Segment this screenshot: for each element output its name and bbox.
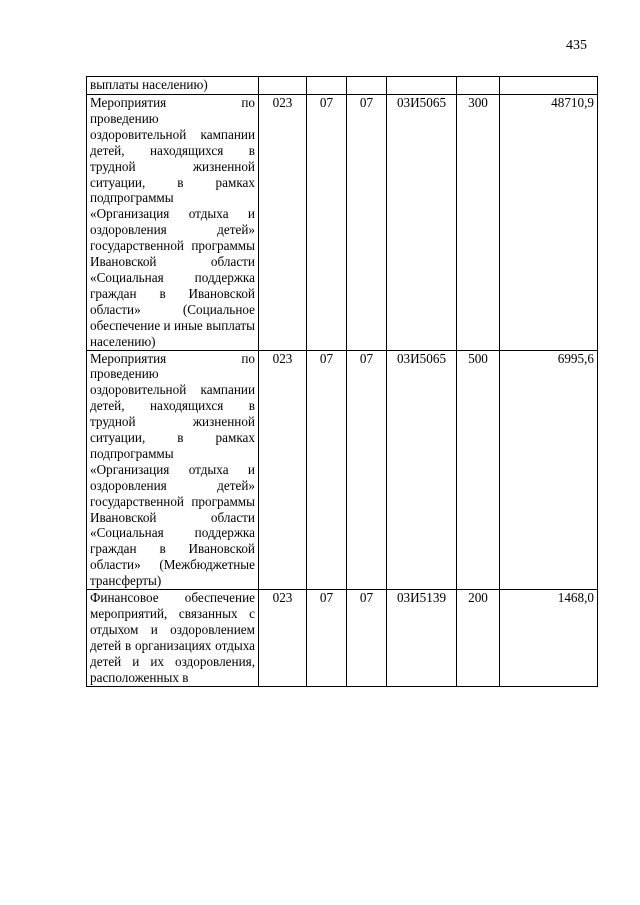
target-article-code: 03И5065 xyxy=(387,350,457,590)
expense-type-code: 200 xyxy=(457,590,500,686)
ministry-code: 023 xyxy=(259,350,307,590)
ministry-code: 023 xyxy=(259,590,307,686)
budget-table xyxy=(86,76,598,687)
target-article-code: 03И5065 xyxy=(387,95,457,351)
table-row xyxy=(87,95,598,351)
table-row xyxy=(87,590,598,686)
expense-type-code xyxy=(457,77,500,95)
ministry-code xyxy=(259,77,307,95)
subsection-code xyxy=(347,77,387,95)
subsection-code: 07 xyxy=(347,350,387,590)
expense-type-code: 300 xyxy=(457,95,500,351)
row-description: Мероприятия по проведению оздоровительной кампании детей, находящихся в трудной жизненной ситуации, в рамках подпрограммы «Организация отдыха и оздоровления детей» государственной программы Ивановской области «Социальная поддержка граждан в Ивановской области» (Межбюджетные трансферты) xyxy=(87,350,259,590)
section-code: 07 xyxy=(307,590,347,686)
section-code: 07 xyxy=(307,350,347,590)
ministry-code: 023 xyxy=(259,95,307,351)
amount: 1468,0 xyxy=(500,590,598,686)
amount: 6995,6 xyxy=(500,350,598,590)
table-row xyxy=(87,77,598,95)
amount xyxy=(500,77,598,95)
target-article-code xyxy=(387,77,457,95)
section-code xyxy=(307,77,347,95)
subsection-code: 07 xyxy=(347,590,387,686)
table-row xyxy=(87,350,598,590)
target-article-code: 03И5139 xyxy=(387,590,457,686)
row-description: Мероприятия по проведению оздоровительной кампании детей, находящихся в трудной жизненной ситуации, в рамках подпрограммы «Организация отдыха и оздоровления детей» государственной программы Ивановской области «Социальная поддержка граждан в Ивановской области» (Социальное обеспечение и иные выплаты населению) xyxy=(87,95,259,351)
page-number: 435 xyxy=(566,38,587,53)
expense-type-code: 500 xyxy=(457,350,500,590)
subsection-code: 07 xyxy=(347,95,387,351)
amount: 48710,9 xyxy=(500,95,598,351)
row-description: Финансовое обеспечение мероприятий, связанных с отдыхом и оздоровлением детей в организациях отдыха детей и их оздоровления, расположенных в xyxy=(87,590,259,686)
section-code: 07 xyxy=(307,95,347,351)
row-description: выплаты населению) xyxy=(87,77,259,95)
